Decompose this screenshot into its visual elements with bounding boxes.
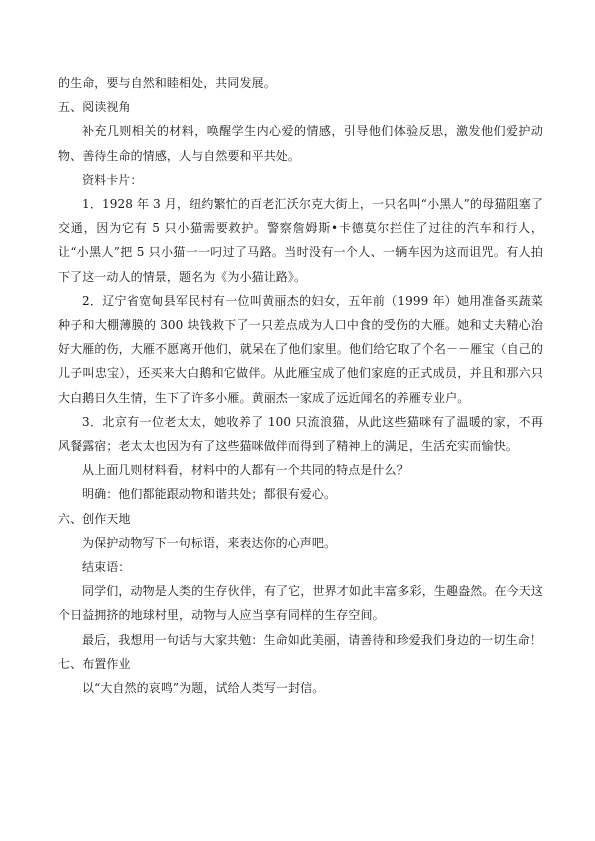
section-heading-seven: 七、布置作业 <box>58 656 131 671</box>
section-heading-five: 五、阅读视角 <box>58 100 131 115</box>
closing-label: 结束语： <box>82 560 131 575</box>
homework-paragraph: 以“大自然的哀鸣”为题，试给人类写一封信。 <box>82 681 325 696</box>
task-paragraph: 为保护动物写下一句标语，来表达你的心声吧。 <box>82 535 337 550</box>
document-body <box>58 71 543 700</box>
closing-paragraph-1: 同学们，动物是人类的生存伙伴，有了它，世界才如此丰富多彩，生趣盎然。在今天这个日益拥挤的地球村里，动物与人应当享有同样的生存空间。 <box>58 584 543 623</box>
continued-paragraph: 的生命，要与自然和睦相处，共同发展。 <box>58 76 276 90</box>
resource-item-3: 3．北京有一位老太太，她收养了 100 只流浪猫，从此这些猫咪有了温暖的家，不再风餐露宿；老太太也因为有了这些猫咪做伴而得到了精神上的满足，生活充实而愉快。 <box>58 414 543 454</box>
resource-item-2: 2．辽宁省宽甸县军民村有一位叫黄丽杰的妇女，五年前（1999 年）她用准备买蔬菜种子和大棚薄膜的 300 块钱救下了一只差点成为人口中食的受伤的大雁。她和丈夫精心治好大雁的伤，大雁不愿离开他们，就呆在了他们家里。他们给它取了个名－－雁宝（自己的儿子叫忠宝），还买来大白鹅和它做伴。从此雁宝成了他们家庭的正式成员，并且和那六只大白鹅日久生情，生下了许多小雁。黄丽杰一家成了远近闻名的养雁专业户。 <box>58 293 543 405</box>
closing-paragraph-2: 最后，我想用一句话与大家共勉：生命如此美丽，请善待和珍爱我们身边的一切生命！ <box>82 632 542 647</box>
answer-paragraph: 明确：他们都能跟动物和谐共处；都很有爱心。 <box>82 487 337 502</box>
resource-card-label: 资料卡片： <box>82 172 143 187</box>
resource-item-1: 1．1928 年 3 月，纽约繁忙的百老汇沃尔克大街上，一只名叫“小黑人”的母猫阻塞了交通，因为它有 5 只小猫需要救护。警察詹姆斯•卡德莫尔拦住了过往的汽车和行人，让“小黑人”把 5 只小猫一一叼过了马路。当时没有一个人、一辆车因为这而诅咒。有人拍下了这一动人的情景，题名为《为小猫让路》。 <box>58 197 543 284</box>
intro-paragraph: 补充几则相关的材料，唤醒学生内心爱的情感，引导他们体验反思，激发他们爱护动物、善待生命的情感，人与自然要和平共处。 <box>58 124 543 163</box>
question-paragraph: 从上面几则材料看，材料中的人都有一个共同的特点是什么？ <box>82 463 409 478</box>
section-heading-six: 六、创作天地 <box>58 511 131 526</box>
